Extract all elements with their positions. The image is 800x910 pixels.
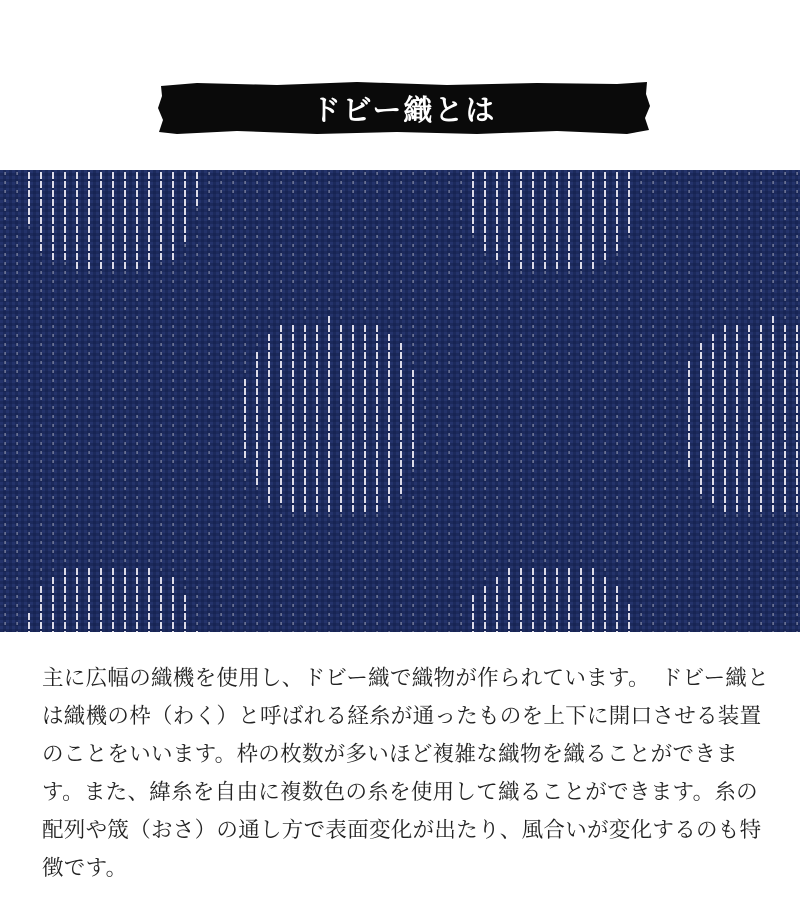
fabric-image [0, 170, 800, 632]
header-section [0, 0, 800, 170]
fabric-texture [0, 170, 800, 632]
page-title: ドビー織とは [311, 92, 497, 127]
title-banner [157, 80, 651, 136]
description-text: 主に広幅の織機を使用し、ドビー織で織物が作られています。 ドビー織とは織機の枠（わく）と呼ばれる経糸が通ったものを上下に開口させる装置のことをいいます。枠の枚数が多いほど複雑な織物を織ることができます。また、緯糸を自由に複数色の糸を使用して織ることができます。糸の配列や筬（おさ）の通し方で表面変化が出たり、風合いが変化するのも特徴です。 [42, 666, 770, 881]
